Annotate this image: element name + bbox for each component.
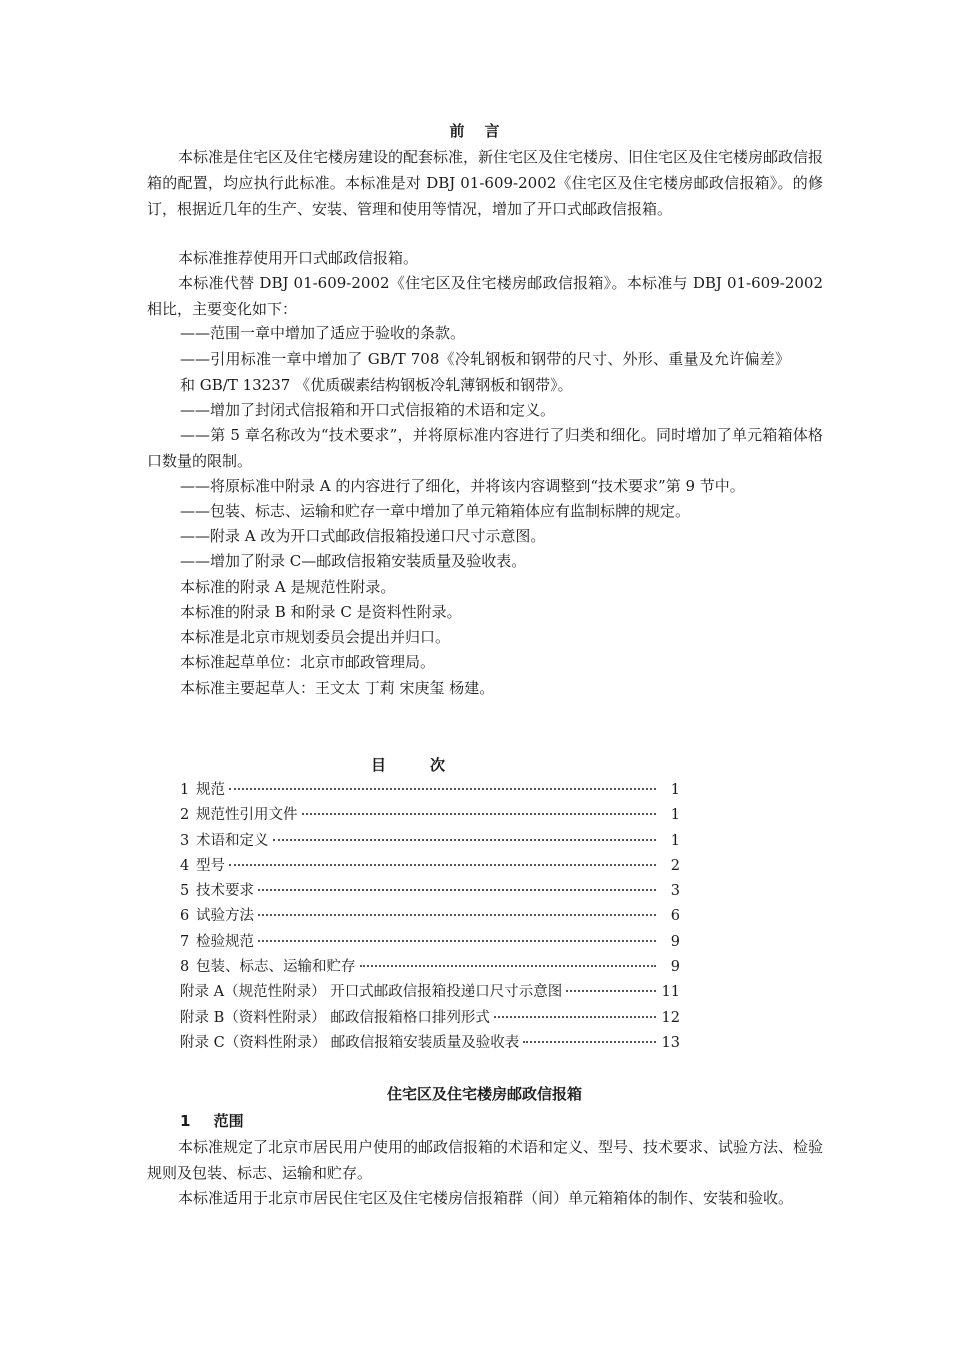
- foreword-statement-5: 本标准主要起草人：王文太 丁莉 宋庚玺 杨建。: [180, 679, 495, 697]
- change-item-2-text: ——引用标准一章中增加了 GB/T 708《冷轧钢板和钢带的尺寸、外形、重量及允许偏差》和 GB/T 13237 《优质碳素结构钢板冷轧薄钢板和钢带》。: [180, 350, 790, 394]
- toc-entry-title: 规范性引用文件: [196, 807, 298, 824]
- toc-entry[interactable]: [180, 778, 680, 803]
- toc-entry[interactable]: [180, 879, 680, 904]
- toc-leader-dots: [258, 889, 656, 891]
- foreword-paragraph-1: 本标准是住宅区及住宅楼房建设的配套标准，新住宅区及住宅楼房、旧住宅区及住宅楼房邮政信报箱的配置，均应执行此标准。本标准是对 DBJ 01-609-2002《住宅区及住宅楼房邮政信报箱》。的修订，根据近几年的生产、安装、管理和使用等情况，增加了开口式邮政信报箱。: [147, 148, 824, 218]
- toc-entry-page: 6: [670, 908, 680, 925]
- toc-entry-page: 9: [670, 959, 680, 976]
- toc-entry-title: 型号: [196, 857, 225, 874]
- toc-entry[interactable]: [180, 980, 680, 1005]
- foreword-statement-3: 本标准是北京市规划委员会提出并归口。: [180, 628, 451, 646]
- toc-entry-title: 规范: [196, 782, 225, 798]
- toc-leader-dots: [360, 965, 657, 967]
- toc-leader-dots: [523, 1041, 656, 1043]
- toc-entry[interactable]: [180, 904, 680, 929]
- foreword-paragraph-2: 本标准推荐使用开口式邮政信报箱。: [178, 249, 419, 267]
- toc-entry-page: 9: [670, 933, 680, 950]
- toc-entry-page: 1: [670, 807, 680, 824]
- toc-entry-title: 技术要求: [196, 883, 254, 900]
- change-item-5: ——将原标准中附录 A 的内容进行了细化，并将该内容调整到“技术要求”第 9 节中。: [180, 477, 745, 495]
- toc-entry-number: 2: [180, 807, 190, 824]
- toc-title: 目次: [370, 756, 489, 774]
- toc-leader-dots: [273, 839, 657, 841]
- toc-entry-page: 2: [670, 857, 680, 874]
- toc-entry-number: 1: [180, 782, 190, 798]
- document-title: 住宅区及住宅楼房邮政信报箱: [386, 1085, 582, 1103]
- toc-entry-number: 7: [180, 933, 190, 950]
- toc-entry-page: 3: [670, 883, 680, 900]
- section-1-heading: 1 范围: [180, 1112, 244, 1130]
- change-item-8: ——增加了附录 C—邮政信报箱安装质量及验收表。: [180, 552, 527, 570]
- toc-leader-dots: [258, 940, 656, 942]
- toc-entry[interactable]: [180, 829, 680, 854]
- toc-leader-dots: [229, 788, 656, 790]
- foreword-statement-4: 本标准起草单位：北京市邮政管理局。: [180, 653, 436, 671]
- toc-entry-title: 附录 B（资料性附录） 邮政信报箱格口排列形式: [180, 1009, 490, 1026]
- toc-entry[interactable]: [180, 930, 680, 955]
- toc-leader-dots: [302, 813, 657, 815]
- toc-leader-dots: [494, 1016, 656, 1018]
- toc-entry-page: 11: [661, 984, 680, 1001]
- foreword-statement-2: 本标准的附录 B 和附录 C 是资料性附录。: [180, 603, 462, 621]
- foreword-title: 前言: [449, 122, 520, 140]
- toc-entry-page: 13: [661, 1034, 680, 1051]
- toc-entry-number: 3: [180, 832, 190, 849]
- change-item-6: ——包装、标志、运输和贮存一章中增加了单元箱箱体应有监制标牌的规定。: [180, 502, 691, 520]
- table-of-contents: [180, 778, 680, 1056]
- toc-entry[interactable]: [180, 955, 680, 980]
- foreword-paragraph-3: 本标准代替 DBJ 01-609-2002《住宅区及住宅楼房邮政信报箱》。本标准与 DBJ 01-609-2002 相比，主要变化如下：: [147, 274, 823, 318]
- toc-entry[interactable]: [180, 1031, 680, 1056]
- change-item-2: [180, 346, 790, 398]
- toc-entry-title: 包装、标志、运输和贮存: [196, 959, 356, 976]
- change-item-4: ——第 5 章名称改为“技术要求”，并将原标准内容进行了归类和细化。同时增加了单元箱箱体格口数量的限制。: [147, 426, 823, 470]
- toc-entry-page: 1: [670, 832, 680, 849]
- toc-entry[interactable]: [180, 854, 680, 879]
- change-item-1: ——范围一章中增加了适应于验收的条款。: [180, 324, 466, 342]
- scope-paragraph-2: 本标准适用于北京市居民住宅区及住宅楼房信报箱群（间）单元箱箱体的制作、安装和验收。: [178, 1189, 794, 1207]
- foreword-statement-1: 本标准的附录 A 是规范性附录。: [180, 578, 396, 596]
- toc-leader-dots: [229, 864, 656, 866]
- toc-entry[interactable]: [180, 803, 680, 828]
- toc-entry-title: 术语和定义: [196, 832, 269, 849]
- toc-entry-title: 附录 C（资料性附录） 邮政信报箱安装质量及验收表: [180, 1034, 520, 1051]
- toc-entry-title: 附录 A（规范性附录） 开口式邮政信报箱投递口尺寸示意图: [180, 984, 563, 1001]
- toc-entry-number: 4: [180, 857, 190, 874]
- toc-entry-title: 试验方法: [196, 908, 254, 925]
- toc-entry-page: 12: [661, 1009, 680, 1026]
- toc-entry-number: 6: [180, 908, 190, 925]
- change-item-3: ——增加了封闭式信报箱和开口式信报箱的术语和定义。: [180, 401, 556, 419]
- toc-leader-dots: [566, 990, 656, 992]
- change-item-7: ——附录 A 改为开口式邮政信报箱投递口尺寸示意图。: [180, 527, 546, 545]
- toc-entry-page: 1: [670, 782, 680, 798]
- scope-paragraph-1: 本标准规定了北京市居民用户使用的邮政信报箱的术语和定义、型号、技术要求、试验方法、检验规则及包装、标志、运输和贮存。: [147, 1138, 824, 1182]
- toc-entry-title: 检验规范: [196, 933, 254, 950]
- toc-leader-dots: [258, 914, 656, 916]
- toc-entry-number: 8: [180, 959, 190, 976]
- toc-entry-number: 5: [180, 883, 190, 900]
- toc-entry[interactable]: [180, 1006, 680, 1031]
